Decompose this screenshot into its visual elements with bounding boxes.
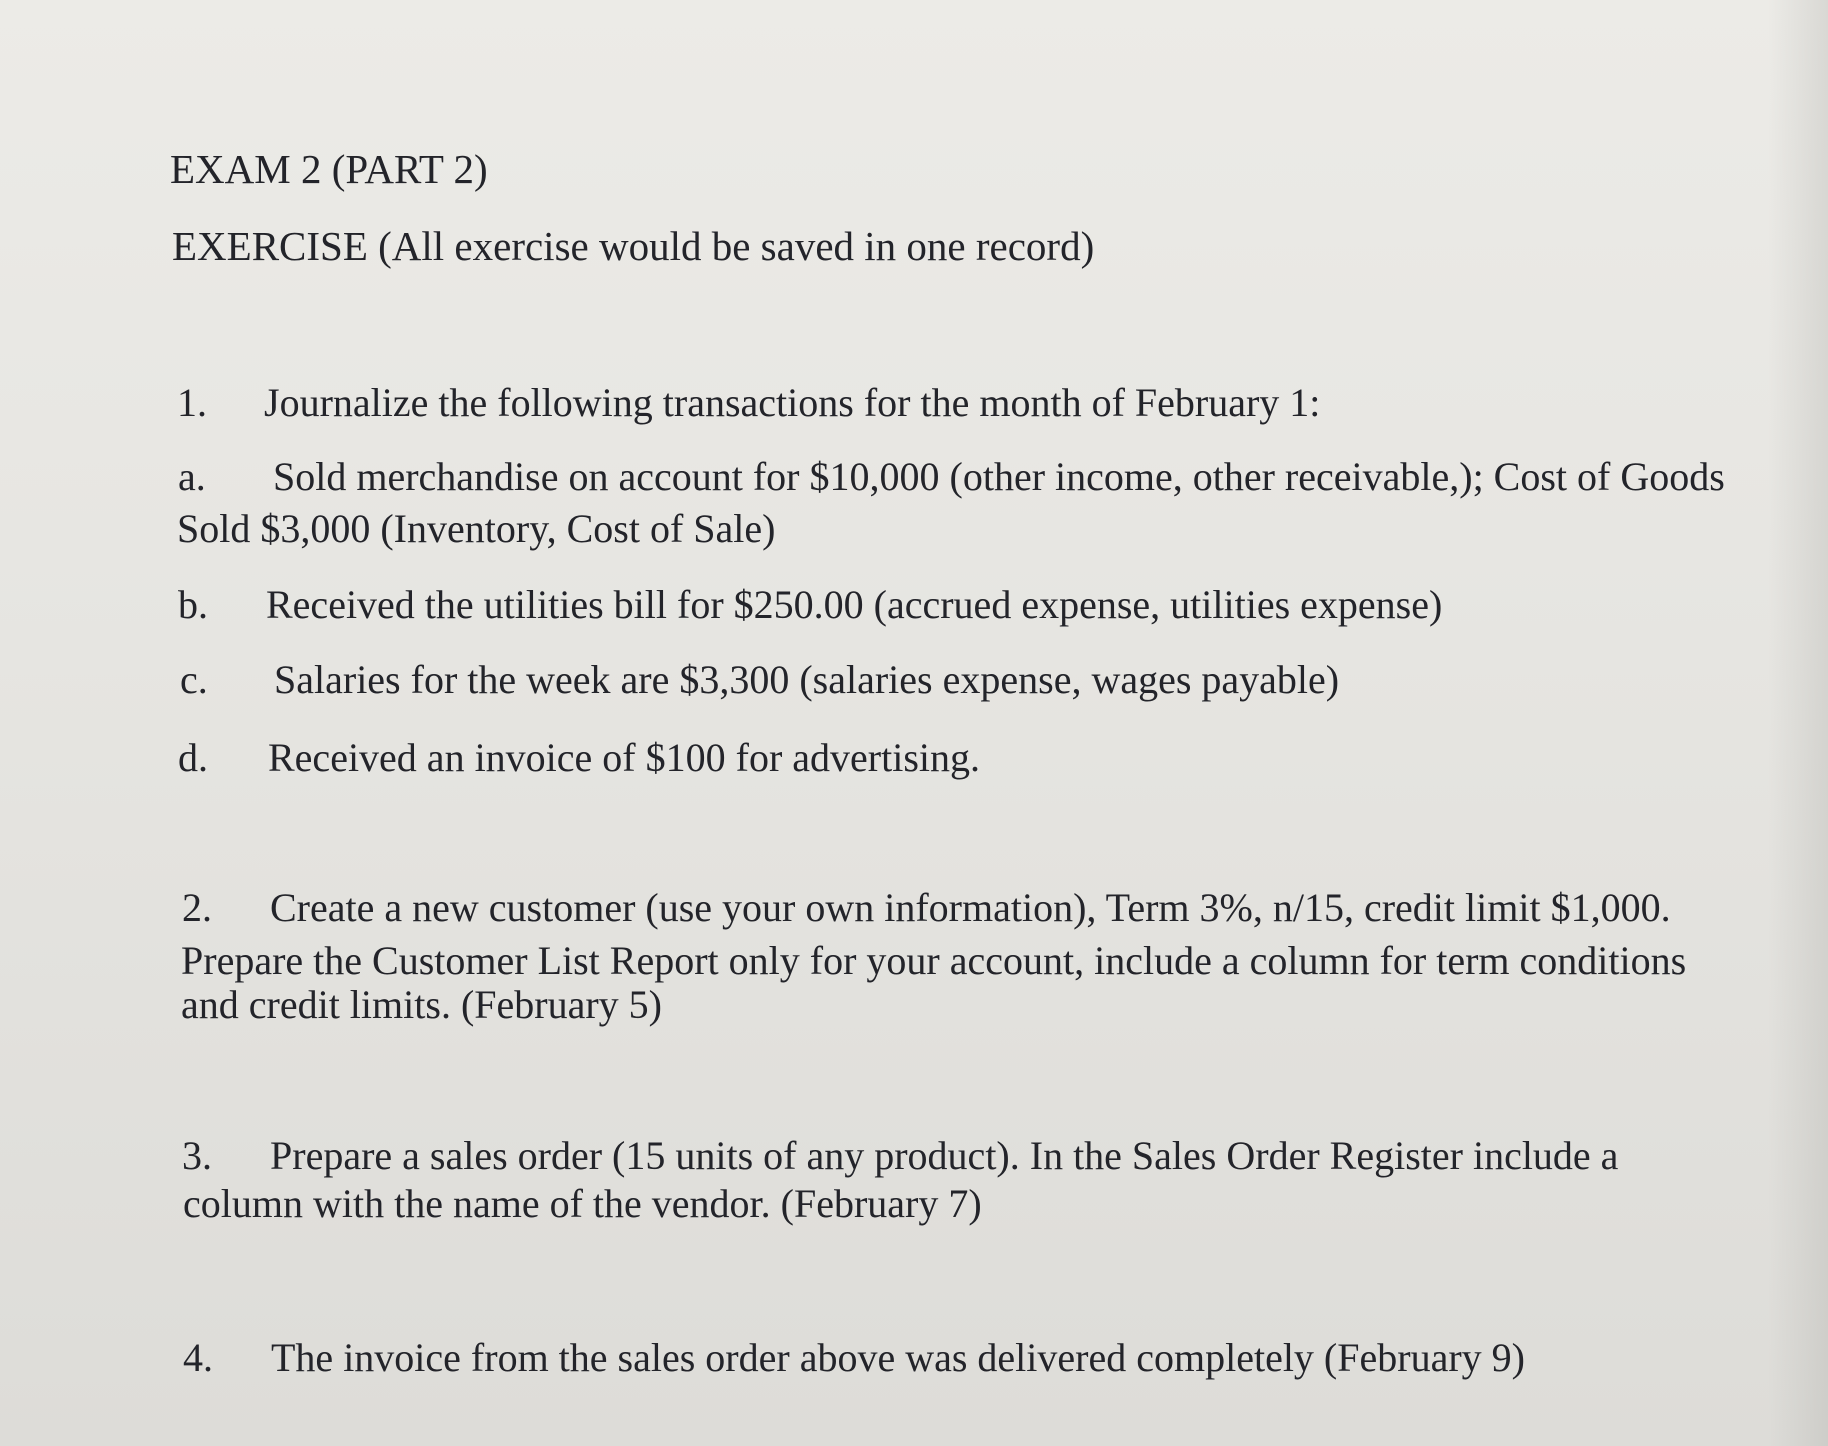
q1a-letter: a. [178, 454, 206, 499]
q1d-letter: d. [178, 735, 208, 780]
q2-number: 2. [182, 885, 212, 930]
q2-line2: Prepare the Customer List Report only for your account, include a column for term conditions [181, 938, 1687, 983]
q1d-line1: Received an invoice of $100 for advertising. [268, 735, 980, 780]
q3-number: 3. [182, 1133, 212, 1178]
q1c-line1: Salaries for the week are $3,300 (salaries expense, wages payable) [274, 657, 1340, 702]
page-edge-shadow [1768, 0, 1828, 1446]
q1a-line1: Sold merchandise on account for $10,000 (other income, other receivable,); Cost of Goods [273, 454, 1725, 499]
q1a-line2: Sold $3,000 (Inventory, Cost of Sale) [177, 506, 776, 551]
q1b-line1: Received the utilities bill for $250.00 (accrued expense, utilities expense) [266, 582, 1443, 627]
exam-title: EXAM 2 (PART 2) [170, 146, 488, 192]
q2-line1: Create a new customer (use your own information), Term 3%, n/15, credit limit $1,000. [270, 885, 1671, 930]
q1-number: 1. [177, 380, 207, 425]
q1b-letter: b. [178, 582, 208, 627]
q3-line2: column with the name of the vendor. (February 7) [183, 1181, 982, 1226]
exercise-heading: EXERCISE (All exercise would be saved in one record) [172, 223, 1095, 269]
q4-line1: The invoice from the sales order above was delivered completely (February 9) [271, 1335, 1525, 1380]
q3-line1: Prepare a sales order (15 units of any product). In the Sales Order Register include a [270, 1133, 1619, 1178]
q1c-letter: c. [180, 657, 208, 702]
q2-line3: and credit limits. (February 5) [181, 982, 662, 1027]
q4-number: 4. [183, 1335, 213, 1380]
q1-text: Journalize the following transactions for the month of February 1: [264, 380, 1321, 425]
